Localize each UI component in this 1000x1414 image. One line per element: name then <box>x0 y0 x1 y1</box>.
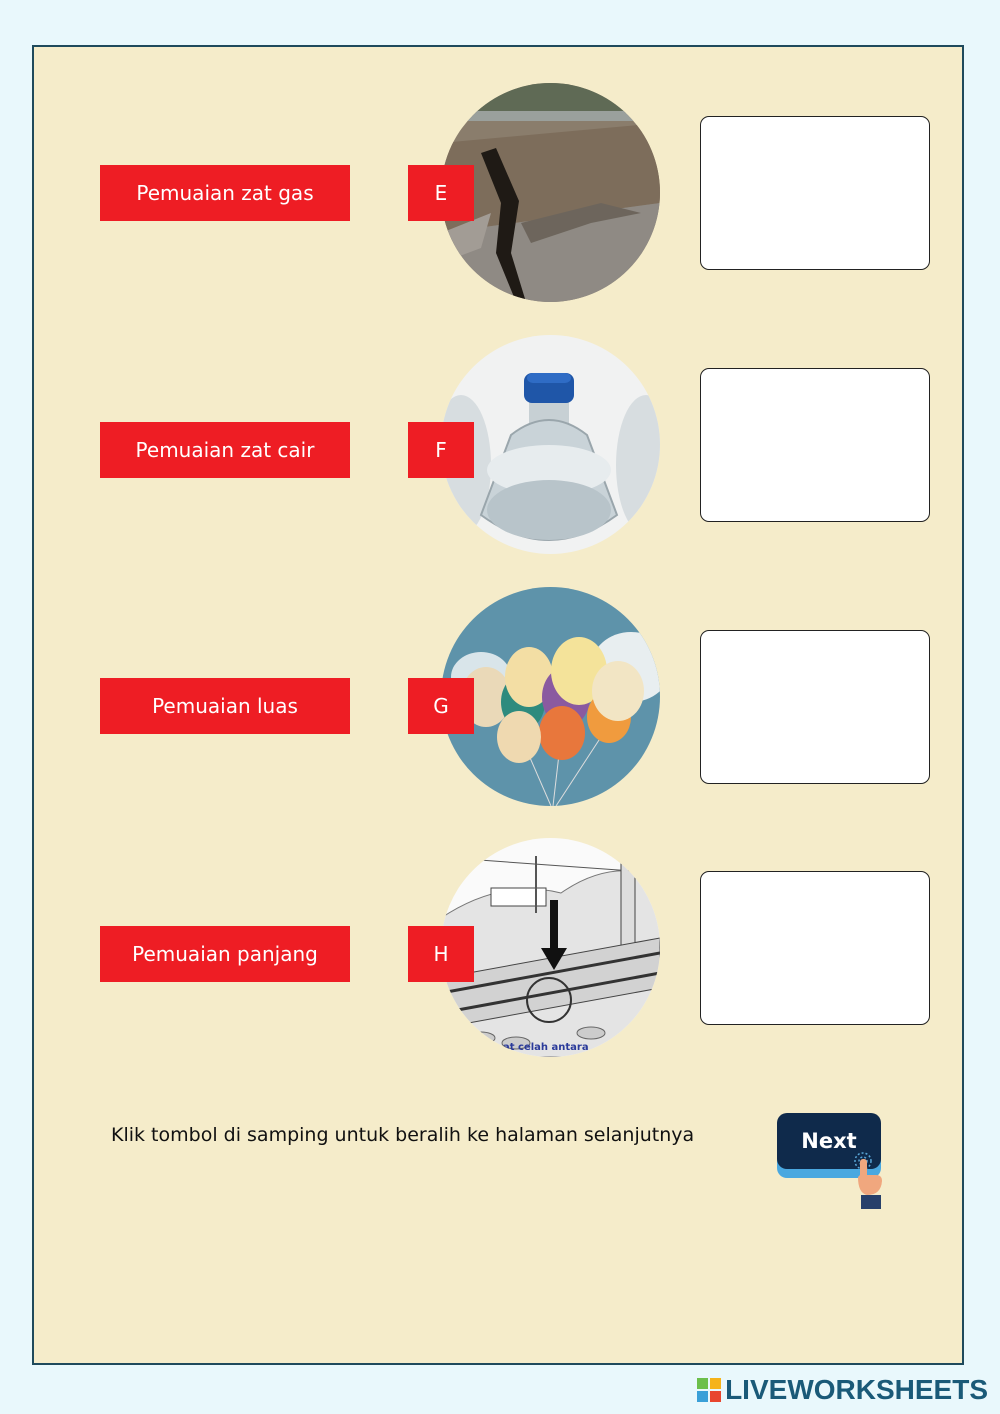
label-row-2[interactable]: Pemuaian zat cair <box>100 422 350 478</box>
letter-row-4[interactable]: H <box>408 926 474 982</box>
answer-box-3[interactable] <box>700 630 930 784</box>
liveworksheets-grid-icon <box>697 1378 721 1402</box>
liveworksheets-logo <box>697 1374 988 1406</box>
instruction-text: Klik tombol di samping untuk beralih ke halaman selanjutnya <box>111 1124 695 1146</box>
next-button-label[interactable]: Next <box>777 1113 881 1169</box>
letter-row-2[interactable]: F <box>408 422 474 478</box>
pointing-hand-icon <box>849 1149 885 1211</box>
label-row-3[interactable]: Pemuaian luas <box>100 678 350 734</box>
answer-box-2[interactable] <box>700 368 930 522</box>
label-row-4[interactable]: Pemuaian panjang <box>100 926 350 982</box>
label-row-1[interactable]: Pemuaian zat gas <box>100 165 350 221</box>
answer-box-4[interactable] <box>700 871 930 1025</box>
letter-row-3[interactable]: G <box>408 678 474 734</box>
answer-box-1[interactable] <box>700 116 930 270</box>
illustration-caption: at celah antara <box>503 1042 589 1053</box>
brand-name: LIVEWORKSHEETS <box>725 1374 988 1405</box>
letter-row-1[interactable]: E <box>408 165 474 221</box>
